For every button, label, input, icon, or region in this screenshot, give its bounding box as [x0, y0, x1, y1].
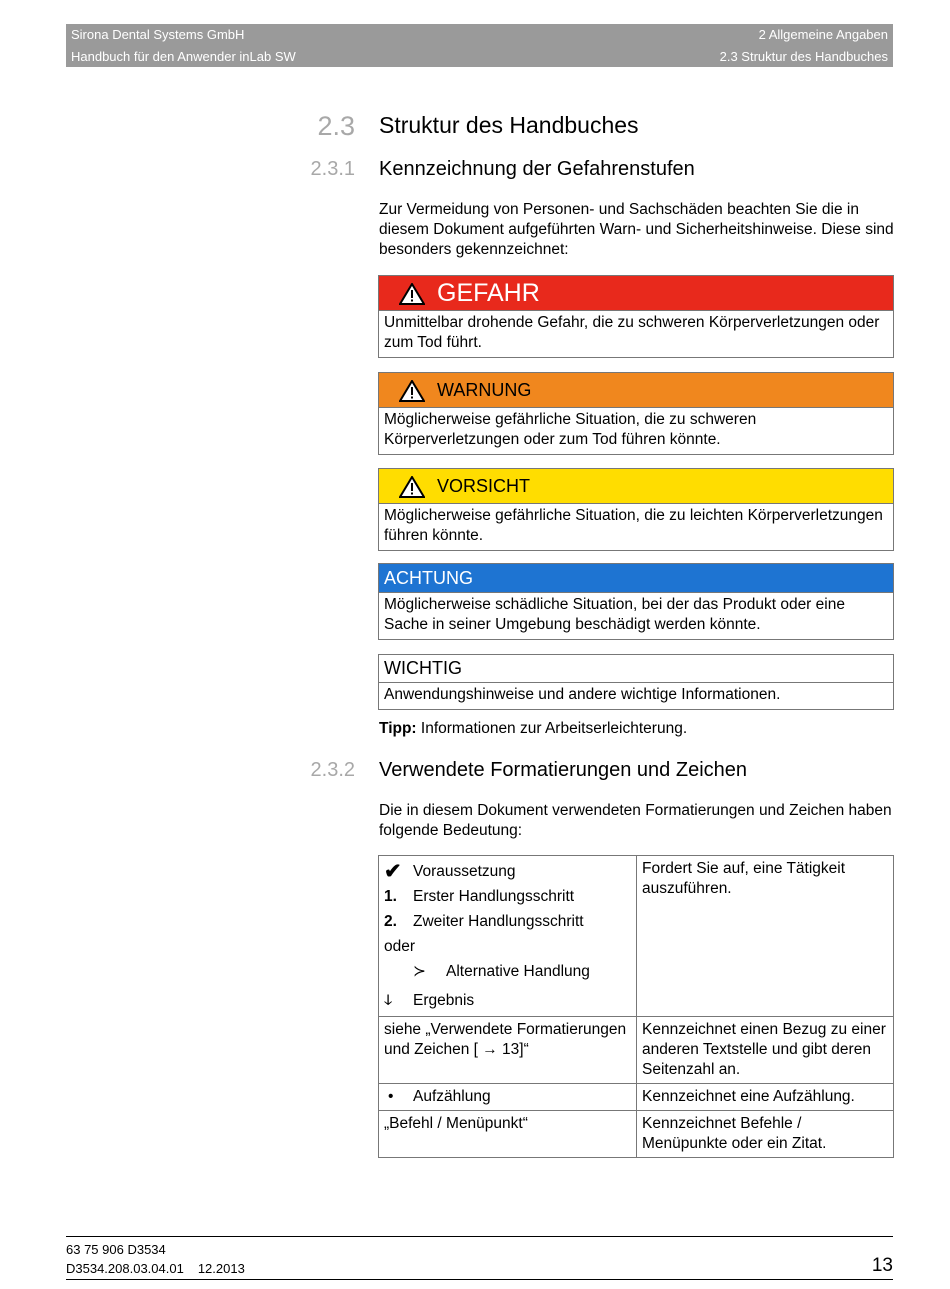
step-item	[384, 884, 631, 909]
table-cell-command: „Befehl / Menüpunkt“	[379, 1111, 637, 1158]
subsection-1-title: Kennzeichnung der Gefahrenstufen	[379, 158, 695, 180]
notice-important-text: Anwendungshinweise und andere wichtige Informationen.	[384, 686, 781, 703]
notice-danger	[378, 275, 894, 358]
page-header	[66, 24, 893, 67]
table-cell-reference: siehe „Verwendete Formatierungen und Zeichen [ → 13]“	[379, 1017, 637, 1084]
notice-caution-label: VORSICHT	[437, 476, 531, 496]
result-item	[384, 988, 631, 1013]
notice-danger-bar	[379, 276, 893, 311]
table-cell-desc: Fordert Sie auf, eine Tätigkeit auszuführen.	[637, 856, 894, 1017]
table-cell-desc: Kennzeichnet einen Bezug zu einer anderen Textstelle und gibt deren Seitenzahl an.	[637, 1017, 894, 1084]
section-number: 2.3	[317, 111, 355, 141]
alternative-label: Alternative Handlung	[446, 962, 590, 980]
notice-attention-bar	[379, 564, 893, 593]
footer-date: 12.2013	[197, 1261, 245, 1276]
footer-code	[66, 1261, 245, 1276]
notice-attention-label: ACHTUNG	[384, 568, 473, 588]
header-chapter: 2 Allgemeine Angaben	[758, 27, 888, 42]
warning-triangle-icon	[399, 380, 425, 402]
table-row	[379, 1111, 894, 1158]
subsection-1-intro: Zur Vermeidung von Personen- und Sachschäden beachten Sie die in diesem Dokument aufgeführten Warn- und Sicherheitshinweise. Diese sind besonders gekennzeichnet:	[379, 201, 894, 258]
prerequisite-label: Voraussetzung	[413, 862, 516, 880]
prerequisite-item	[384, 859, 631, 884]
notice-caution	[378, 468, 894, 551]
table-cell-desc: Kennzeichnet Befehle / Menüpunkte oder ein Zitat.	[637, 1111, 894, 1158]
notice-warning	[378, 372, 894, 455]
footer-code-value: D3534.208.03.04.01	[66, 1261, 184, 1276]
footer-rule-top	[66, 1236, 893, 1237]
footer-rule-bottom	[66, 1279, 893, 1280]
notice-important	[378, 654, 894, 710]
step-label: Erster Handlungsschritt	[413, 887, 575, 905]
subsection-2-number: 2.3.2	[310, 759, 355, 781]
section-title: Struktur des Handbuches	[379, 112, 639, 138]
result-arrow-icon: ↆ	[384, 991, 393, 1009]
notice-attention-text: Möglicherweise schädliche Situation, bei der das Produkt oder eine Sache in seiner Umgebung beschädigt werden könnte.	[384, 596, 845, 633]
notice-warning-text: Möglicherweise gefährliche Situation, die zu schweren Körperverletzungen oder zum Tod führen könnte.	[384, 411, 757, 448]
alternative-arrow-icon: ≻	[413, 962, 426, 980]
notice-danger-text: Unmittelbar drohende Gefahr, die zu schweren Körperverletzungen oder zum Tod führt.	[384, 314, 880, 351]
step-label: Zweiter Handlungsschritt	[413, 912, 584, 930]
footer-doc-number: 63 75 906 D3534	[66, 1242, 166, 1257]
subsection-2-title: Verwendete Formatierungen und Zeichen	[379, 759, 748, 781]
notice-attention	[378, 563, 894, 640]
header-company: Sirona Dental Systems GmbH	[71, 27, 245, 42]
header-manual: Handbuch für den Anwender inLab SW	[71, 49, 296, 64]
tip-label: Tipp:	[379, 720, 417, 737]
notice-important-bar	[379, 655, 893, 683]
table-cell-actions	[379, 856, 637, 1017]
check-icon: ✔	[384, 859, 402, 883]
notice-important-label: WICHTIG	[384, 658, 462, 678]
subsection-2-intro: Die in diesem Dokument verwendeten Formatierungen und Zeichen haben folgende Bedeutung:	[379, 802, 892, 839]
result-label: Ergebnis	[413, 991, 475, 1009]
notice-caution-bar	[379, 469, 893, 504]
table-row	[379, 856, 894, 1017]
step-number: 2.	[384, 912, 397, 930]
step-item	[384, 909, 631, 934]
bullet-label: Aufzählung	[413, 1088, 491, 1105]
table-row	[379, 1017, 894, 1084]
tip-text: Informationen zur Arbeitserleichterung.	[416, 720, 688, 737]
table-cell-desc: Kennzeichnet eine Aufzählung.	[637, 1084, 894, 1111]
or-label: oder	[384, 937, 416, 955]
table-row	[379, 1084, 894, 1111]
warning-triangle-icon	[399, 476, 425, 498]
alternative-item	[384, 959, 631, 984]
tip-line	[379, 719, 894, 739]
step-number: 1.	[384, 887, 397, 905]
formatting-table	[378, 855, 894, 1158]
warning-triangle-icon	[399, 283, 425, 305]
subsection-1-number: 2.3.1	[310, 158, 355, 180]
notice-warning-label: WARNUNG	[437, 380, 532, 400]
header-section: 2.3 Struktur des Handbuches	[719, 49, 888, 64]
page-number: 13	[871, 1255, 893, 1276]
notice-danger-label: GEFAHR	[437, 279, 540, 307]
notice-caution-text: Möglicherweise gefährliche Situation, die zu leichten Körperverletzungen führen könnte.	[384, 507, 883, 544]
bullet-icon: •	[388, 1088, 394, 1105]
notice-warning-bar	[379, 373, 893, 408]
table-cell-bullet	[379, 1084, 637, 1111]
